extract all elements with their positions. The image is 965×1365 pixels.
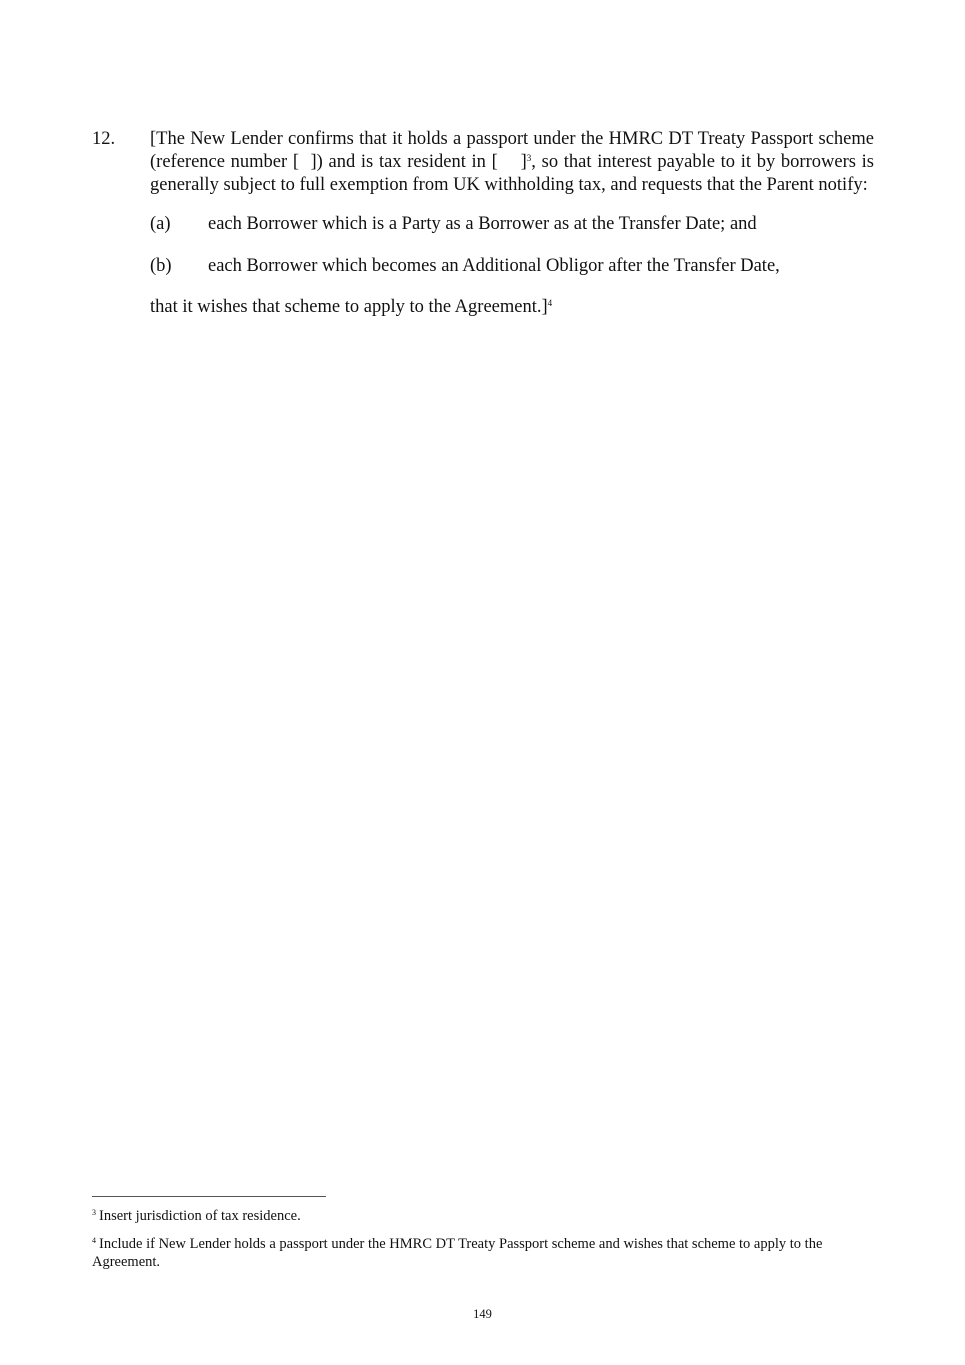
footnote-marker: 3	[92, 1208, 96, 1217]
footnote-text: Include if New Lender holds a passport under the HMRC DT Treaty Passport scheme and wishes that scheme to apply to the Agreement.	[92, 1236, 823, 1270]
footnote-4	[92, 1235, 874, 1271]
clause-text-part2: , so that interest payable to it by borrowers is generally subject to full exemption from UK withholding tax, and requests that the Parent notify:	[150, 152, 874, 195]
footnote-ref-4[interactable]: 4	[547, 298, 553, 308]
clause-closing-text	[150, 296, 874, 319]
subitem-label: (a)	[150, 214, 171, 234]
footnotes	[92, 1207, 874, 1281]
footnote-marker: 4	[92, 1236, 96, 1245]
subitem-b	[150, 255, 874, 278]
subitem-text: each Borrower which is a Party as a Borrower as at the Transfer Date; and	[208, 214, 757, 234]
subitem-a	[150, 213, 874, 236]
clause-text-part1: [The New Lender confirms that it holds a passport under the HMRC DT Treaty Passport scheme (reference number [ ]) and is tax resident in [ ]	[150, 129, 874, 172]
clause-number: 12.	[92, 129, 116, 149]
subitem-label: (b)	[150, 256, 172, 276]
footnote-3	[92, 1207, 874, 1225]
clause-body	[150, 128, 874, 197]
subitem-text: each Borrower which becomes an Additional Obligor after the Transfer Date,	[208, 256, 780, 276]
footnote-text: Insert jurisdiction of tax residence.	[99, 1208, 301, 1224]
footnote-ref-3[interactable]: 3	[526, 153, 532, 163]
clause-12	[92, 128, 874, 319]
closing-text: that it wishes that scheme to apply to the Agreement.]	[150, 297, 548, 317]
clause-text	[150, 128, 874, 197]
page-number: 149	[473, 1307, 492, 1321]
footnote-separator	[92, 1196, 326, 1197]
clause-subitems	[150, 213, 874, 278]
